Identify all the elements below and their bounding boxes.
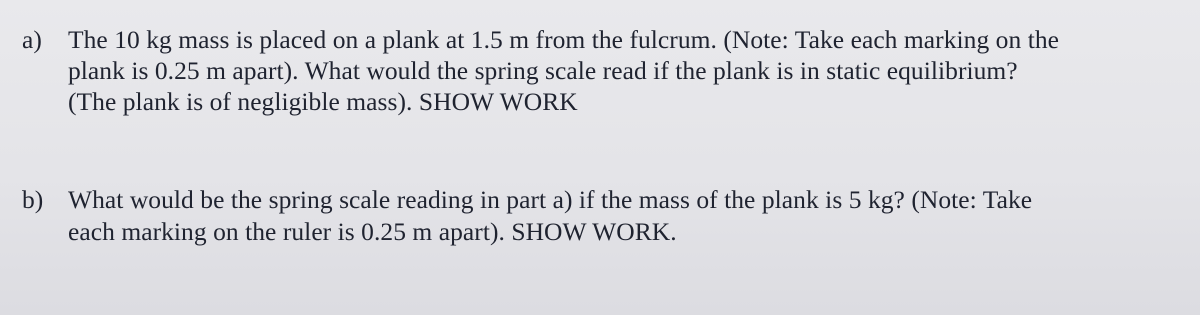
- question-b-text: [68, 184, 1182, 248]
- question-a-line-2: plank is 0.25 m apart). What would the spring scale read if the plank is in static equilibrium?: [68, 56, 1018, 85]
- question-a-line-1: The 10 kg mass is placed on a plank at 1.5 m from the fulcrum. (Note: Take each marking on the: [68, 25, 1059, 54]
- question-a: [22, 24, 1182, 117]
- question-b: [22, 184, 1182, 248]
- question-a-text: [68, 24, 1182, 117]
- question-b-letter: b): [22, 185, 44, 214]
- question-a-line-3: (The plank is of negligible mass). SHOW WORK: [68, 87, 578, 116]
- question-b-line-1: What would be the spring scale reading in part a) if the mass of the plank is 5 kg? (Note: Take: [68, 185, 1033, 214]
- question-a-letter: a): [22, 25, 42, 54]
- question-b-line-2: each marking on the ruler is 0.25 m apart). SHOW WORK.: [68, 217, 677, 246]
